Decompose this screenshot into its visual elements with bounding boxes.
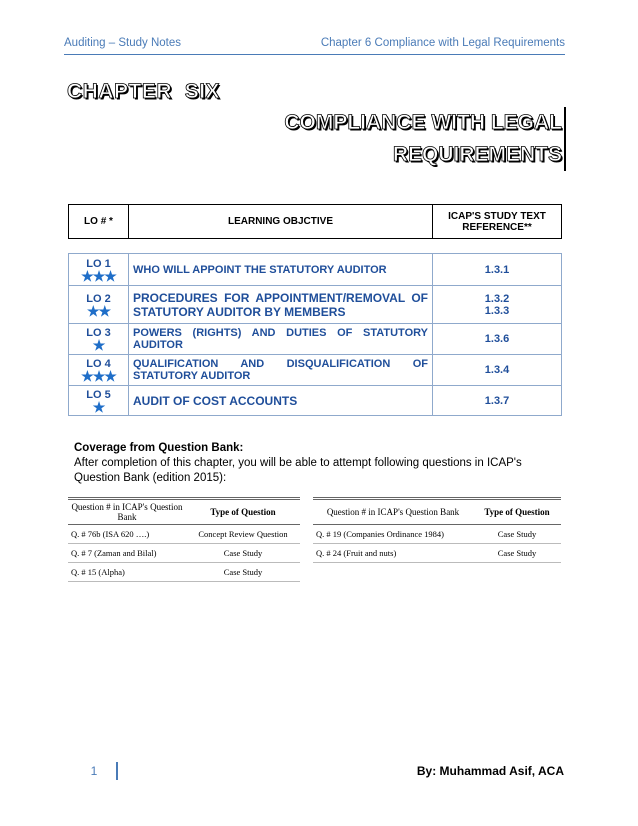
table-row bbox=[69, 254, 562, 286]
table-row bbox=[313, 525, 561, 544]
type-col-header: Type of Question bbox=[473, 499, 561, 525]
header-left-text: Auditing – Study Notes bbox=[64, 37, 181, 49]
question-col-header: Question # in ICAP's Question Bank bbox=[313, 499, 473, 525]
lo-number: LO 5 bbox=[86, 388, 111, 401]
objective-cell: QUALIFICATION AND DISQUALIFICATION OF STATUTORY AUDITOR bbox=[129, 355, 433, 386]
table-row bbox=[69, 386, 562, 416]
question-col-header: Question # in ICAP's Question Bank bbox=[68, 499, 186, 525]
learning-objectives-table bbox=[68, 253, 562, 416]
table-row bbox=[68, 563, 300, 582]
question-bank-table-left bbox=[68, 497, 300, 582]
lo-cell bbox=[69, 324, 129, 355]
star-rating-icon: ★★ bbox=[86, 302, 111, 319]
lo-cell bbox=[69, 286, 129, 324]
star-rating-icon: ★★★ bbox=[81, 267, 116, 284]
question-cell: Q. # 15 (Alpha) bbox=[68, 563, 186, 582]
learning-objectives-header bbox=[68, 204, 562, 239]
question-cell: Q. # 19 (Companies Ordinance 1984) bbox=[313, 525, 473, 544]
reference-cell bbox=[433, 286, 562, 324]
star-rating-icon: ★ bbox=[92, 337, 105, 353]
author-credit: By: Muhammad Asif, ACA bbox=[416, 764, 564, 778]
lo-number: LO 2 bbox=[86, 292, 111, 305]
objective-cell: WHO WILL APPOINT THE STATUTORY AUDITOR bbox=[129, 254, 433, 286]
table-row bbox=[68, 525, 300, 544]
type-cell: Case Study bbox=[186, 563, 300, 582]
lo-col-header: LO # * bbox=[69, 205, 129, 239]
reference-cell: 1.3.6 bbox=[433, 324, 562, 355]
chapter-number: SIX bbox=[184, 80, 221, 103]
chapter-title-line2: REQUIREMENTS bbox=[392, 143, 562, 166]
header-right-text: Chapter 6 Compliance with Legal Requirements bbox=[320, 37, 565, 49]
lo-number: LO 3 bbox=[86, 327, 111, 339]
question-bank-table-right bbox=[313, 497, 561, 563]
coverage-heading: Coverage from Question Bank: bbox=[74, 442, 244, 454]
chapter-title bbox=[284, 107, 566, 171]
page-header bbox=[64, 35, 565, 55]
coverage-text: After completion of this chapter, you will be able to attempt following questions in ICAP's Question Bank (edition 2015): bbox=[74, 457, 522, 484]
table-row bbox=[69, 286, 562, 324]
type-cell: Case Study bbox=[473, 525, 561, 544]
type-cell: Concept Review Question bbox=[186, 525, 300, 544]
question-cell: Q. # 24 (Fruit and nuts) bbox=[313, 544, 473, 563]
star-rating-icon: ★★★ bbox=[81, 368, 116, 384]
reference-value: 1.3.3 bbox=[484, 304, 510, 317]
reference-col-header: ICAP'S STUDY TEXT REFERENCE** bbox=[433, 205, 562, 239]
objective-cell: PROCEDURES FOR APPOINTMENT/REMOVAL OF STATUTORY AUDITOR BY MEMBERS bbox=[129, 286, 433, 324]
chapter-title-line1: COMPLIANCE WITH LEGAL bbox=[284, 111, 562, 134]
lo-cell bbox=[69, 254, 129, 286]
coverage-section bbox=[74, 441, 564, 486]
question-cell: Q. # 7 (Zaman and Bilal) bbox=[68, 544, 186, 563]
reference-cell: 1.3.7 bbox=[433, 386, 562, 416]
table-row bbox=[313, 544, 561, 563]
lo-number: LO 4 bbox=[86, 358, 111, 370]
objective-col-header: LEARNING OBJCTIVE bbox=[129, 205, 433, 239]
page-footer bbox=[72, 762, 564, 780]
lo-cell bbox=[69, 355, 129, 386]
reference-cell: 1.3.1 bbox=[433, 254, 562, 286]
type-cell: Case Study bbox=[186, 544, 300, 563]
question-cell: Q. # 76b (ISA 620 ….) bbox=[68, 525, 186, 544]
reference-value: 1.3.2 bbox=[484, 292, 510, 305]
objective-cell: POWERS (RIGHTS) AND DUTIES OF STATUTORY AUDITOR bbox=[129, 324, 433, 355]
table-row bbox=[69, 355, 562, 386]
page-number: 1 bbox=[72, 762, 118, 780]
lo-number: LO 1 bbox=[86, 257, 111, 270]
chapter-heading bbox=[67, 80, 220, 104]
type-cell: Case Study bbox=[473, 544, 561, 563]
objective-cell: AUDIT OF COST ACCOUNTS bbox=[129, 386, 433, 416]
type-col-header: Type of Question bbox=[186, 499, 300, 525]
star-rating-icon: ★ bbox=[92, 398, 105, 415]
table-row bbox=[69, 324, 562, 355]
lo-cell bbox=[69, 386, 129, 416]
chapter-label: CHAPTER bbox=[67, 80, 173, 103]
table-row bbox=[68, 544, 300, 563]
reference-cell: 1.3.4 bbox=[433, 355, 562, 386]
